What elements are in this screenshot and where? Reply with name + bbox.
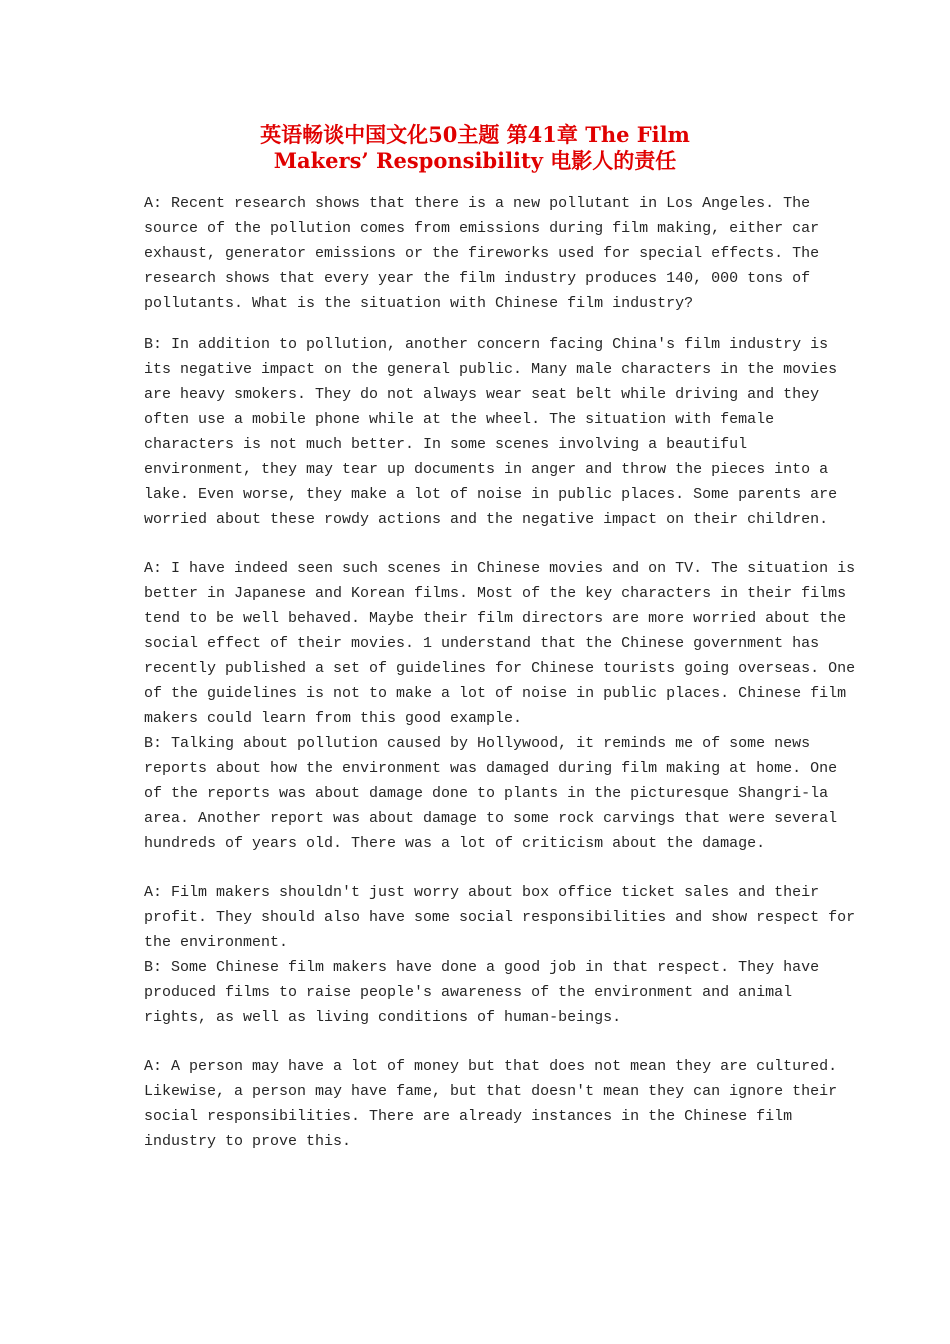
dialogue-paragraph-4: A: Film makers shouldn't just worry about box office ticket sales and their profit. They should also have some social responsibilities and show respect for the environment. B: Some Chinese film makers have done a good job in that respect. They have produced films to raise people's awareness of the environment and animal rights, as well as living conditions of human-beings. bbox=[144, 884, 856, 1026]
title-line-1: 英语畅谈中国文化50主题 第41章 The Film bbox=[260, 122, 690, 147]
dialogue-paragraph-5: A: A person may have a lot of money but that does not mean they are cultured. Likewise, a person may have fame, but that doesn't mean they can ignore their social responsibilities. There are already instances in the Chinese film industry to prove this. bbox=[144, 1058, 838, 1150]
title-line-2: Makers’ Responsibility 电影人的责任 bbox=[273, 148, 677, 173]
document-title bbox=[0, 122, 950, 174]
dialogue-paragraph-1: A: Recent research shows that there is a new pollutant in Los Angeles. The source of the pollution comes from emissions during film making, either car exhaust, generator emissions or the fireworks used for special effects. The research shows that every year the film industry produces 140, 000 tons of pollutants. What is the situation with Chinese film industry? bbox=[144, 195, 820, 312]
dialogue-paragraph-3: A: I have indeed seen such scenes in Chinese movies and on TV. The situation is better in Japanese and Korean films. Most of the key characters in their films tend to be well behaved. Maybe their film directors are more worried about the social effect of their movies. 1 understand that the Chinese government has recently published a set of guidelines for Chinese tourists going overseas. One of the guidelines is not to make a lot of noise in public places. Chinese film makers could learn from this good example. B: Talking about pollution caused by Hollywood, it reminds me of some news reports about how the environment was damaged during film making at home. One of the reports was about damage done to plants in the picturesque Shangri-la area. Another report was about damage to some rock carvings that were several hundreds of years old. There was a lot of criticism about the damage. bbox=[144, 560, 856, 852]
dialogue-paragraph-2: B: In addition to pollution, another concern facing China's film industry is its negative impact on the general public. Many male characters in the movies are heavy smokers. They do not always wear seat belt while driving and they often use a mobile phone while at the wheel. The situation with female characters is not much better. In some scenes involving a beautiful environment, they may tear up documents in anger and throw the pieces into a lake. Even worse, they make a lot of noise in public places. Some parents are worried about these rowdy actions and the negative impact on their children. bbox=[144, 336, 838, 528]
